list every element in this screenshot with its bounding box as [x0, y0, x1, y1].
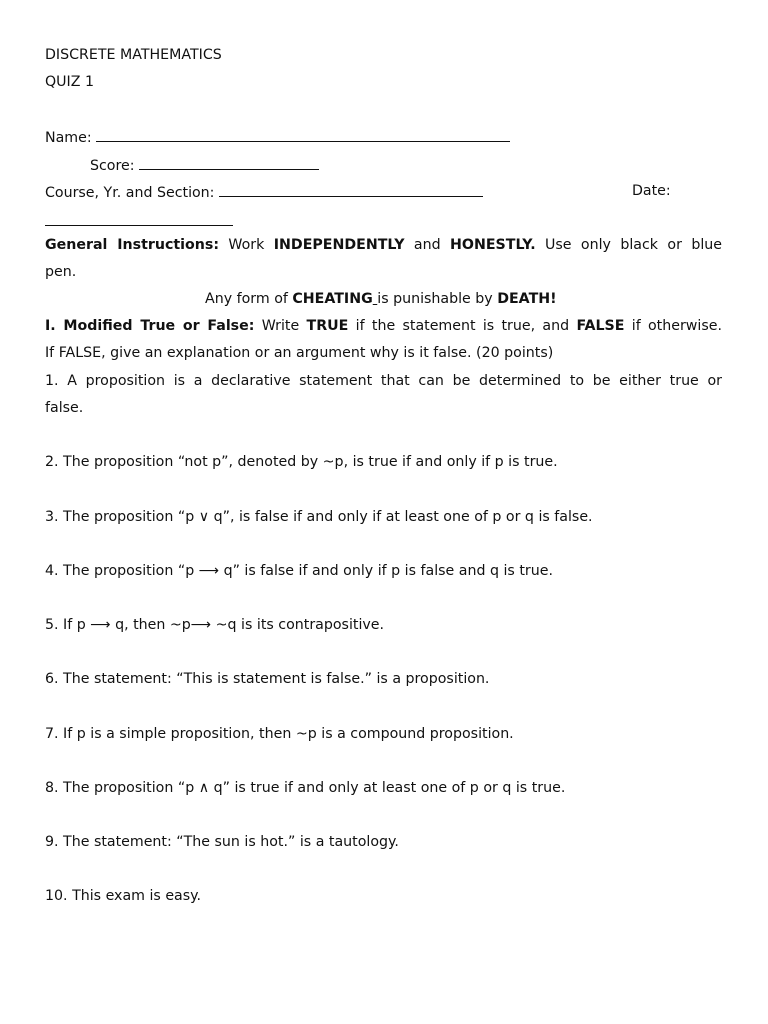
instructions-emphasis: INDEPENDENTLY [273, 237, 405, 253]
question-10: 10. This exam is easy. [45, 888, 202, 904]
name-field-row [45, 126, 510, 148]
instructions-text: Use only black or blue [545, 237, 723, 253]
date-blank-row [45, 210, 233, 232]
question-1: 1. A proposition is a declarative statement that can be determined to be either true or [45, 373, 722, 389]
question-4: 4. The proposition “p ⟶ q” is false if and only if p is false and q is true. [45, 563, 553, 579]
date-blank [45, 210, 233, 226]
name-blank [96, 126, 510, 142]
question-2: 2. The proposition “not p”, denoted by ~p, is true if and only if p is true. [45, 454, 558, 470]
score-blank [139, 154, 319, 170]
course-label: Course, Yr. and Section: [45, 185, 215, 201]
quiz-number: QUIZ 1 [45, 74, 94, 90]
name-label: Name: [45, 130, 92, 146]
section-emphasis: FALSE [576, 318, 625, 334]
question-7: 7. If p is a simple proposition, then ~p is a compound proposition. [45, 726, 514, 742]
general-instructions [45, 235, 722, 255]
score-label: Score: [90, 158, 135, 174]
section-label: I. Modified True or False: [45, 318, 255, 334]
section-text: Write [261, 318, 300, 334]
date-label: Date: [632, 183, 671, 199]
question-3: 3. The proposition “p ∨ q”, is false if and only if at least one of p or q is false. [45, 509, 593, 525]
warning-text: is punishable by [377, 291, 493, 307]
document-title: DISCRETE MATHEMATICS [45, 47, 222, 63]
question-1-continuation: false. [45, 400, 84, 416]
warning-emphasis: CHEATING [292, 291, 373, 307]
section-directions: If FALSE, give an explanation or an argument why is it false. (20 points) [45, 345, 554, 361]
question-5: 5. If p ⟶ q, then ~p⟶ ~q is its contrapositive. [45, 617, 385, 633]
instructions-text: and [413, 237, 441, 253]
instructions-continuation: pen. [45, 264, 77, 280]
score-field-row [90, 154, 319, 176]
warning-emphasis: DEATH! [497, 291, 557, 307]
question-9: 9. The statement: “The sun is hot.” is a tautology. [45, 834, 399, 850]
section-text: if the statement is true, and [355, 318, 570, 334]
course-blank [219, 181, 483, 197]
section-emphasis: TRUE [306, 318, 349, 334]
warning-text: Any form of [205, 291, 288, 307]
cheating-warning [205, 289, 557, 309]
question-8: 8. The proposition “p ∧ q” is true if and only at least one of p or q is true. [45, 780, 566, 796]
section-text: if otherwise. [631, 318, 722, 334]
instructions-text: Work [228, 237, 265, 253]
instructions-label: General Instructions: [45, 237, 219, 253]
question-6: 6. The statement: “This is statement is false.” is a proposition. [45, 671, 490, 687]
section-heading [45, 316, 722, 336]
course-field-row [45, 181, 483, 203]
instructions-emphasis: HONESTLY. [450, 237, 536, 253]
